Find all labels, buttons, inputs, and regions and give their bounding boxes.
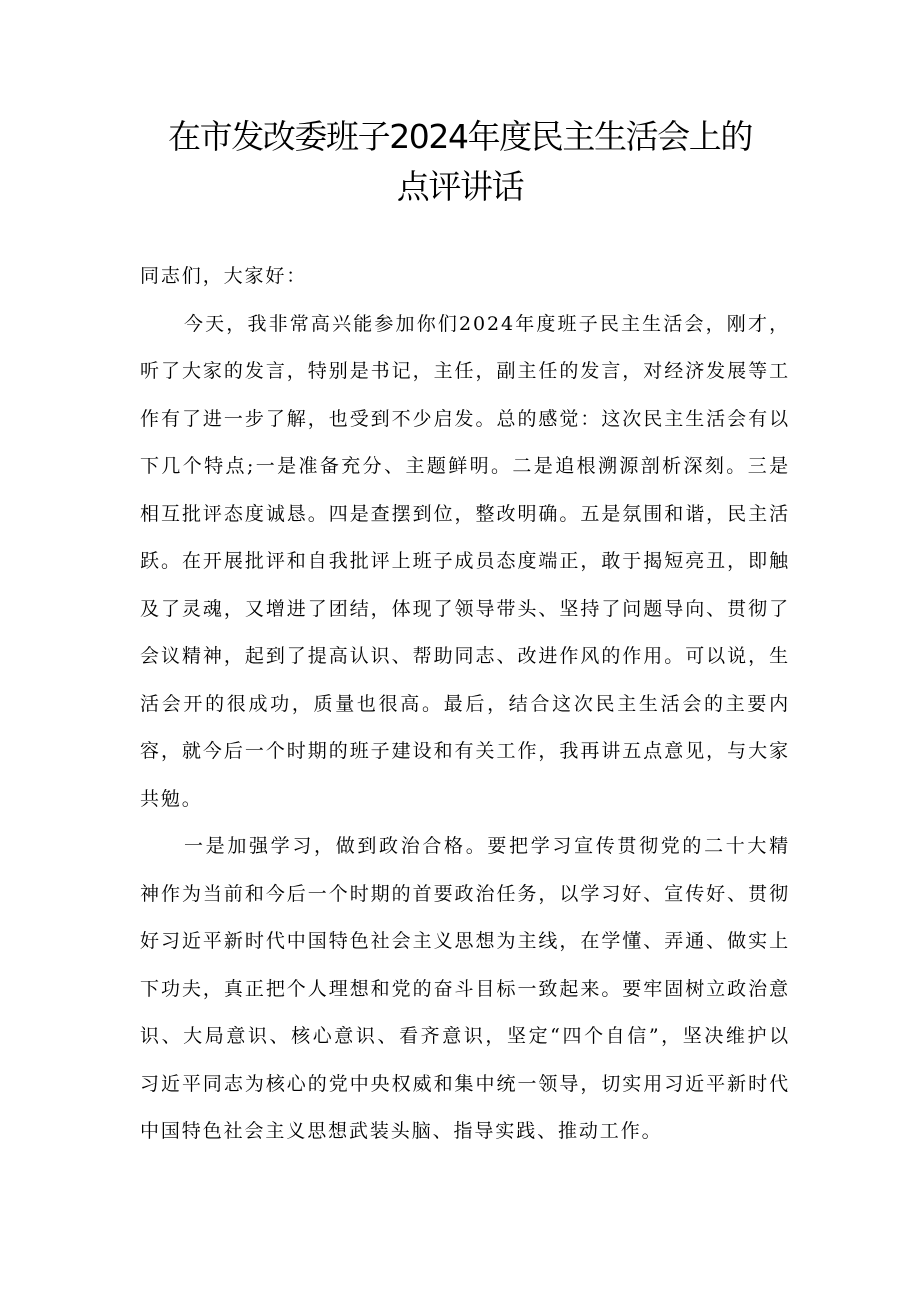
paragraph-opening: 今天，我非常高兴能参加你们2024年度班子民主生活会，刚才，听了大家的发言，特别是书记，主任，副主任的发言，对经济发展等工作有了进一步了解，也受到不少启发。总的感觉：这次民主生活会有以下几个特点;一是准备充分、主题鲜明。二是追根溯源剖析深刻。三是相互批评态度诚恳。四是查摆到位，整改明确。五是氛围和谐，民主活跃。在开展批评和自我批评上班子成员态度端正，敢于揭短亮丑，即触及了灵魂，又增进了团结，体现了领导带头、坚持了问题导向、贯彻了会议精神，起到了提高认识、帮助同志、改进作风的作用。可以说，生活会开的很成功，质量也很高。最后，结合这次民主生活会的主要内容，就今后一个时期的班子建设和有关工作，我再讲五点意见，与大家共勉。 (140, 312, 790, 810)
document-title (120, 112, 800, 212)
greeting: 同志们，大家好： (140, 265, 308, 287)
paragraph-point-one: 一是加强学习，做到政治合格。要把学习宣传贯彻党的二十大精神作为当前和今后一个时期的首要政治任务，以学习好、宣传好、贯彻好习近平新时代中国特色社会主义思想为主线，在学懂、弄通、做实上下功夫，真正把个人理想和党的奋斗目标一致起来。要牢固树立政治意识、大局意识、核心意识、看齐意识，坚定“四个自信”，坚决维护以习近平同志为核心的党中央权威和集中统一领导，切实用习近平新时代中国特色社会主义思想武装头脑、指导实践、推动工作。 (140, 835, 790, 1142)
title-line-2: 点评讲话 (396, 167, 524, 206)
title-line-1: 在市发改委班子2024年度民主生活会上的 (168, 117, 752, 156)
document-body (140, 253, 790, 1156)
